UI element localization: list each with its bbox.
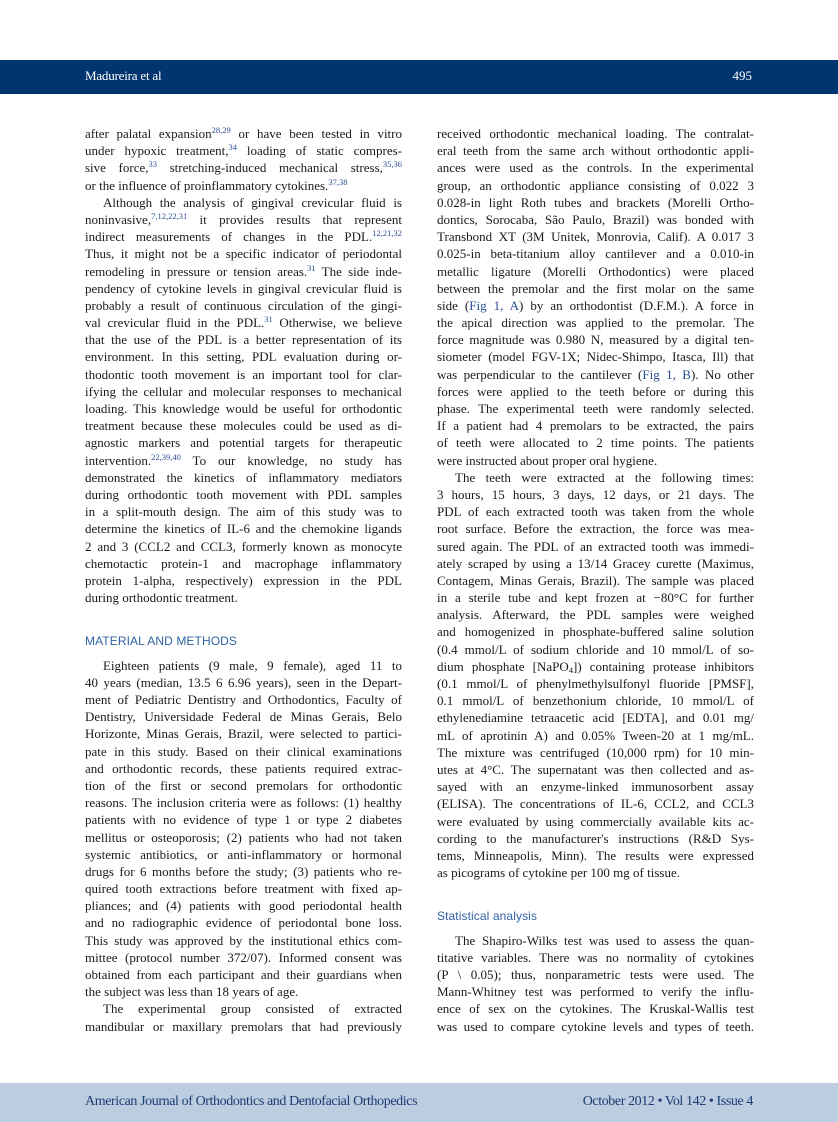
citation-superscript[interactable]: 37,38 [328,176,348,187]
page-number: 495 [732,68,752,83]
text-line: demonstrated the kinetics of inflammatory mediators [85,469,402,485]
text-line: phase. The experimental teeth were randomly selected. [437,401,754,416]
text-line: dontics, Sorocaba, São Paulo, Brazil) was bonded with [437,211,754,227]
text-line: 0.1 mmol/L of benzethonium chloride, 10 mmol/L of [437,693,754,709]
text-line: as picograms of cytokine per 100 mg of tissue. [437,865,680,881]
text-segment: ). No other [690,366,754,382]
text-line: were evaluated by using commercially available kits ac- [437,813,754,829]
running-header [0,60,838,94]
text-line: were instructed about proper oral hygiene. [437,452,658,468]
section-heading: Statistical analysis [437,909,538,924]
text-line: reasons. The inclusion criteria were as follows: (1) healthy [85,795,402,811]
text-line: loading. This knowledge would be useful for orthodontic [85,401,402,416]
text-line: in a sterile tube and kept frozen at −80°C for further [437,590,754,606]
text-line: siometer (model FGV-1X; Nidec-Shimpo, Itasca, Ill) that [437,349,754,365]
text-line [437,297,754,314]
text-line: The Shapiro-Wilks test was used to assess the quan- [455,932,754,948]
text-line: ethylenediamine tetraacetic acid [EDTA], and 0.01 mg/ [437,710,754,726]
text-line: that the use of the PDL is a better representation of its [85,332,402,348]
text-segment: remodeling in pressure or tension areas. [85,263,308,279]
text-line: force magnitude was 0.980 N, measured by a digital ten- [437,332,754,348]
paragraph [437,469,754,882]
text-line [85,452,402,469]
text-segment: ]) containing protease inhibitors [573,658,754,674]
text-line: titative variables. There was no normality of cytokines [437,949,754,965]
text-line: sayed with an enzyme-linked immunosorbent assay [437,779,754,795]
text-line: tems, Minneapolis, Minn). The results were expressed [437,847,754,863]
text-line: mittee (protocol number 372/07). Informed consent was [85,949,402,965]
text-line [85,263,402,280]
text-line: eral teeth from the same arch without orthodontic appli- [437,143,754,159]
text-line: The experimental group consisted of extracted [103,1001,402,1017]
text-segment: sive force, [85,160,149,176]
text-line: analysis. Afterward, the PDL samples were weighed [437,607,754,623]
text-line: mellitus or osteoporosis; (2) patients who had not taken [85,829,402,845]
citation-superscript[interactable]: 28,29 [211,125,231,135]
text-line: systemic antibiotics, or anti-inflammatory or hormonal [85,846,402,862]
text-line: patients with no evidence of type 1 or type 2 diabetes [85,812,402,828]
text-line: thodontic tooth movement is an important tool for clar- [85,366,402,382]
text-line [437,366,754,383]
text-line: obtained from each participant and their guardians when [85,967,402,983]
text-line: Mann-Whitney test was performed to verify the influ- [437,984,754,1000]
text-line: in a split-mouth design. The aim of this study was to [85,504,402,520]
text-segment: dium phosphate [NaPO [437,658,569,674]
text-line [85,125,402,142]
text-line [85,228,402,245]
text-line: 40 years (median, 13.5 6 6.96 years), seen in the Depart- [85,674,402,690]
text-line: during orthodontic treatment. [85,590,238,606]
text-line: protein 1-alpha, respectively) expression in the PDL [85,572,402,588]
text-line: 0.028-in light Roth tubes and brackets (Morelli Ortho- [437,194,754,210]
text-line: ately scraped by using a 13/14 Gracey curette (Maximus, [437,555,754,571]
text-line: Dentistry, Universidade Federal de Minas Gerais, Belo [85,709,402,725]
text-line: Transbond XT (3M Unitek, Monrovia, Calif). A 0.017 3 [437,229,754,245]
citation-superscript[interactable]: 31 [264,314,273,325]
text-line: If a patient had 4 premolars to be extracted, the pairs [437,418,754,434]
text-line: 0.025-in beta-titanium alloy cantilever and a 0.010-in [437,246,754,262]
paragraph [85,125,402,194]
text-line: sured again. The PDL of an extracted tooth was immedi- [437,538,754,554]
text-line: group, an orthodontic appliance consisting of 0.022 3 [437,177,754,193]
text-line: chemotactic protein-1 and macrophage inflammatory [85,555,402,571]
text-segment: after palatal expansion [85,126,212,141]
text-segment: noninvasive, [85,211,152,227]
text-line: Horizonte, Minas Gerais, Brazil, were selected to partici- [85,726,402,742]
text-line: agnostic markers and potential targets for therapeutic [85,435,402,451]
text-line [85,159,402,176]
text-line: The mixture was centrifuged (10,000 rpm) for 10 min- [437,744,754,760]
text-line: mL of aprotinin A) and 0.05% Tween-20 at 1 mg/mL. [437,727,754,743]
citation-superscript[interactable]: 22,39,40 [151,451,181,462]
text-segment: it provides results that represent [187,211,402,227]
text-line: (ELISA). The concentrations of IL-6, CCL2, and CCL3 [437,796,754,812]
paragraph [437,932,754,1035]
text-segment: under hypoxic treatment, [85,143,229,159]
text-line: mandibular or maxillary premolars that had previously [85,1018,402,1034]
text-line [85,177,402,194]
text-line: (P \ 0.05); thus, nonparametric tests were used. The [437,967,754,983]
running-footer [0,1083,838,1122]
left-column [85,125,402,1035]
text-segment: or the influence of proinflammatory cytokines. [85,177,329,193]
text-line: pendency of cytokine levels in gingival crevicular fluid is [85,280,402,296]
journal-name: American Journal of Orthodontics and Dentofacial Orthopedics [85,1094,418,1109]
text-line: quired tooth extractions before treatment with fixed ap- [85,881,402,897]
citation-superscript[interactable]: 12,21,32 [372,228,402,239]
text-segment: To our knowledge, no study has [180,452,402,468]
text-line: forces were applied to the teeth before or during this [437,383,754,399]
text-segment: val crevicular fluid in the PDL. [85,315,265,331]
text-line: received orthodontic mechanical loading. The contralat- [437,126,754,141]
text-line: and no radiographic evidence of periodontal bone loss. [85,915,402,931]
citation-superscript[interactable]: 35,36 [382,159,402,170]
text-segment: Otherwise, we believe [272,315,402,331]
citation-superscript[interactable]: 31 [307,262,316,273]
right-column [437,125,754,1035]
text-segment: stretching-induced mechanical stress, [157,160,383,176]
text-line: (0.1 mmol/L of phenylmethylsulfonyl fluoride [PMSF], [437,676,754,691]
text-line: 2 and 3 (CCL2 and CCL3, formerly known as monocyte [85,538,402,554]
text-line: PDL of each extracted tooth was taken from the whole [437,504,754,520]
text-segment: intervention. [85,452,152,468]
text-line: Although the analysis of gingival crevicular fluid is [103,194,402,210]
citation-superscript[interactable]: 7,12,22,31 [151,210,188,221]
text-line: ment of Pediatric Dentistry and Orthodontics, Faculty of [85,692,402,708]
text-segment: The side inde- [315,263,402,279]
text-line: was used to compare cytokine levels and types of teeth. [437,1018,754,1034]
figure-reference-link[interactable]: Fig 1, B [642,366,691,382]
text-line: the subject was less than 18 years of age. [85,984,299,1000]
text-line: and homogenized in phosphate-buffered saline solution [437,624,754,640]
text-line: The teeth were extracted at the following times: [455,469,754,485]
text-line: Thus, it might not be a specific indicator of periodontal [85,246,402,262]
text-line: Eighteen patients (9 male, 9 female), aged 11 to [103,657,402,673]
text-line: probably a result of continuous circulation of the gingi- [85,297,402,313]
paragraph [85,194,402,607]
text-line: tion of the first or second premolars for orthodontic [85,777,402,793]
text-line: during orthodontic tooth movement with PDL samples [85,486,402,502]
paragraph [85,657,402,1001]
text-line: metallic ligature (Morelli Orthodontics) were placed [437,263,754,279]
running-head-authors: Madureira et al [85,68,162,83]
citation-superscript[interactable]: 33 [148,159,157,170]
text-line: This study was approved by the institutional ethics com- [85,932,402,948]
text-line: (0.4 mmol/L of sodium chloride and 10 mmol/L of so- [437,641,754,657]
text-line: between the premolar and the first molar on the same [437,280,754,296]
text-line: of teeth were allocated to 2 time points. The patients [437,435,754,451]
section-heading: MATERIAL AND METHODS [85,634,238,649]
issue-info: October 2012 • Vol 142 • Issue 4 [582,1094,753,1109]
figure-reference-link[interactable]: Fig 1, A [469,297,520,313]
text-line: pliances; and (4) patients with good periodontal health [85,898,402,914]
text-segment: indirect measurements of changes in the PDL. [85,229,373,245]
text-line [85,314,402,331]
text-line: Contagem, Minas Gerais, Brazil). The sample was placed [437,572,754,588]
text-line: ence of sex on the cytokines. The Kruskal-Wallis test [437,1001,754,1017]
text-line: pate in this study. Based on their clinical examinations [85,743,402,759]
text-line: 3 hours, 15 hours, 3 days, 12 days, or 21 days. The [437,486,754,502]
subscript: 4 [568,664,573,675]
text-line [85,211,402,228]
text-line: the apical direction was applied to the premolar. The [437,315,754,331]
text-line [437,658,754,675]
text-line: ifying the cellular and molecular responses to mechanical [85,383,402,399]
text-line: ances were used as the controls. In the experimental [437,160,754,176]
text-segment: or have been tested in vitro [230,126,402,141]
text-line: environment. In this setting, PDL evaluation during or- [85,349,402,365]
text-segment: ) by an orthodontist (D.F.M.). A force in [519,297,754,313]
text-segment: was perpendicular to the cantilever ( [437,366,643,382]
text-line: determine the kinetics of IL-6 and the chemokine ligands [85,521,402,537]
text-line: and orthodontic records, these patients required extrac- [85,760,402,776]
text-line: drugs for 6 months before the study; (3) patients who re- [85,863,402,879]
text-segment: loading of static compres- [237,143,402,159]
text-line: cording to the manufacturer's instructions (R&D Sys- [437,830,754,846]
text-line: utes at 4°C. The supernatant was then collected and as- [437,761,754,777]
text-line: root surface. Before the extraction, the force was mea- [437,521,754,537]
text-segment: side ( [437,297,470,313]
citation-superscript[interactable]: 34 [228,142,237,153]
text-line: treatment because these molecules could be used as di- [85,418,402,434]
paragraph [85,1000,402,1034]
text-line [85,142,402,159]
paragraph [437,125,754,469]
